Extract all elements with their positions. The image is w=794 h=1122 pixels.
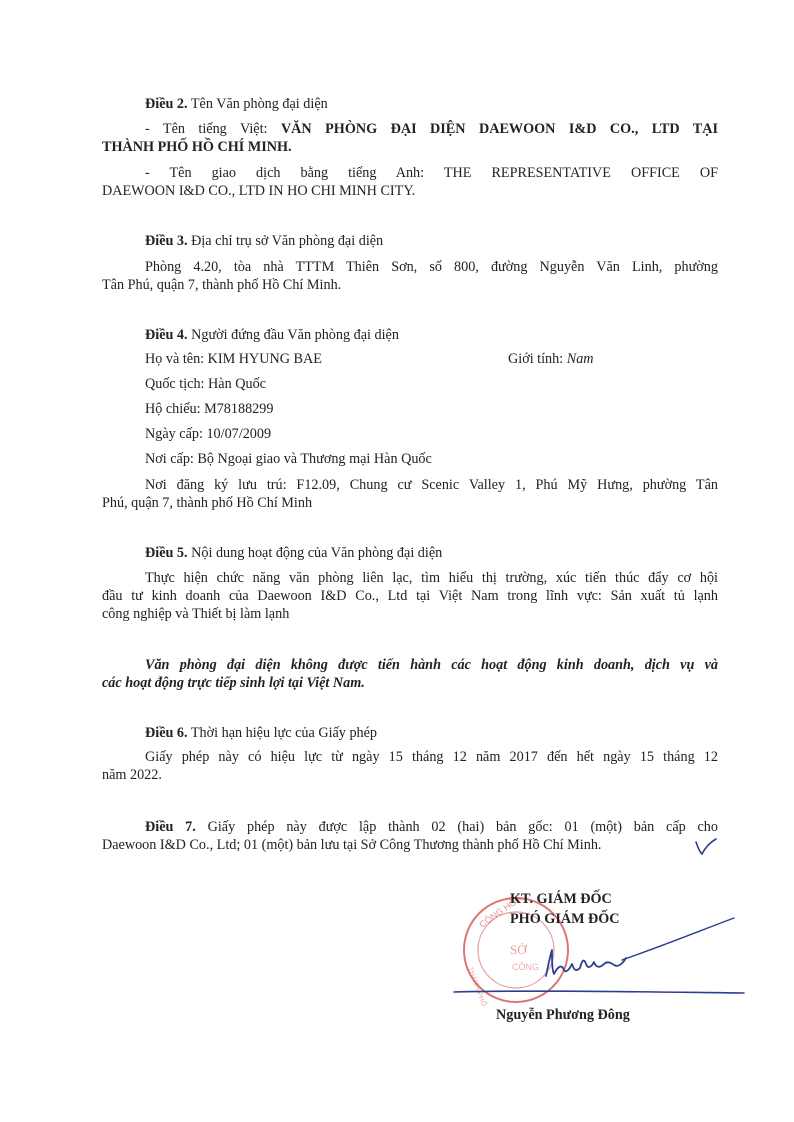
representative-name: Họ và tên: KIM HYUNG BAE — [145, 351, 322, 367]
article-5-notice-line2: các hoạt động trực tiếp sinh lợi tại Việt Nam. — [102, 675, 365, 691]
article-3-line1: Phòng 4.20, tòa nhà TTTM Thiên Sơn, số 800, đường Nguyễn Văn Linh, phường — [145, 259, 718, 275]
article-2-label: Điều 2. — [145, 96, 188, 112]
signature-role-2: PHÓ GIÁM ĐỐC — [510, 911, 620, 927]
gender-label: Giới tính: — [508, 351, 567, 367]
svg-text:CỘNG HÒA: CỘNG HÒA — [477, 893, 524, 930]
article-7-line1 — [145, 818, 718, 836]
article-2-vn-prefix: - Tên tiếng Việt: — [145, 121, 281, 137]
residence-line2: Phú, quận 7, thành phố Hồ Chí Minh — [102, 495, 313, 511]
article-5-label: Điều 5. — [145, 545, 188, 561]
article-7-text: Giấy phép này được lập thành 02 (hai) bản gốc: 01 (một) bản cấp cho — [195, 819, 718, 835]
article-3-label: Điều 3. — [145, 233, 188, 249]
article-4-gender — [508, 350, 708, 368]
article-5-title: Nội dung hoạt động của Văn phòng đại diện — [187, 545, 443, 561]
passport-issue-date: Ngày cấp: 10/07/2009 — [145, 426, 272, 442]
article-7-label: Điều 7. — [145, 819, 196, 835]
article-3-heading — [145, 232, 718, 250]
representative-nationality: Quốc tịch: Hàn Quốc — [145, 376, 266, 392]
article-6-title: Thời hạn hiệu lực của Giấy phép — [187, 725, 378, 741]
article-5-line2: đầu tư kinh doanh của Daewoon I&D Co., Ltd tại Việt Nam trong lĩnh vực: Sản xuất tủ lạnh — [102, 588, 718, 604]
article-2-vn-name: VĂN PHÒNG ĐẠI DIỆN DAEWOON I&D CO., LTD TẠI — [280, 121, 718, 137]
svg-text:SỞ: SỞ — [510, 942, 527, 957]
svg-text:CÔNG: CÔNG — [512, 962, 539, 972]
handwritten-signature — [540, 946, 630, 980]
representative-passport: Hộ chiếu: M78188299 — [145, 401, 274, 417]
svg-text:THÀNH PHỐ: THÀNH PHỐ — [466, 966, 487, 1008]
article-6-label: Điều 6. — [145, 725, 188, 741]
article-5-notice-line1: Văn phòng đại diện không được tiến hành các hoạt động kinh doanh, dịch vụ và — [145, 657, 718, 673]
article-2-en-line2: DAEWOON I&D CO., LTD IN HO CHI MINH CITY. — [102, 183, 416, 199]
article-5-heading — [145, 544, 718, 562]
passport-issue-place: Nơi cấp: Bộ Ngoại giao và Thương mại Hàn Quốc — [145, 451, 432, 467]
article-2-en-line1: - Tên giao dịch bằng tiếng Anh: THE REPRESENTATIVE OFFICE OF — [145, 165, 718, 181]
article-2-vn-name-line2: THÀNH PHỐ HỒ CHÍ MINH. — [102, 139, 292, 155]
signer-name: Nguyễn Phương Đông — [496, 1007, 630, 1023]
article-5-line3: công nghiệp và Thiết bị làm lạnh — [102, 606, 290, 622]
article-6-heading — [145, 724, 718, 742]
article-6-line1: Giấy phép này có hiệu lực từ ngày 15 tháng 12 năm 2017 đến hết ngày 15 tháng 12 — [145, 749, 718, 765]
article-7-line2: Daewoon I&D Co., Ltd; 01 (một) bản lưu tại Sở Công Thương thành phố Hồ Chí Minh. — [102, 837, 602, 853]
handwritten-check-icon — [693, 836, 719, 858]
signature-role-1: KT. GIÁM ĐỐC — [510, 891, 612, 907]
article-2-vn-name-line1 — [145, 120, 718, 138]
article-3-line2: Tân Phú, quận 7, thành phố Hồ Chí Minh. — [102, 277, 342, 293]
article-4-title: Người đứng đầu Văn phòng đại diện — [187, 327, 399, 343]
residence-line1: Nơi đăng ký lưu trú: F12.09, Chung cư Scenic Valley 1, Phú Mỹ Hưng, phường Tân — [145, 477, 718, 493]
article-3-title: Địa chỉ trụ sở Văn phòng đại diện — [187, 233, 384, 249]
article-2-title: Tên Văn phòng đại diện — [187, 96, 328, 112]
article-6-line2: năm 2022. — [102, 767, 162, 783]
article-4-label: Điều 4. — [145, 327, 188, 343]
article-4-heading — [145, 326, 718, 344]
article-2-heading — [145, 95, 718, 113]
gender-value: Nam — [566, 351, 594, 367]
article-5-line1: Thực hiện chức năng văn phòng liên lạc, tìm hiểu thị trường, xúc tiến thúc đẩy cơ hội — [145, 570, 718, 586]
